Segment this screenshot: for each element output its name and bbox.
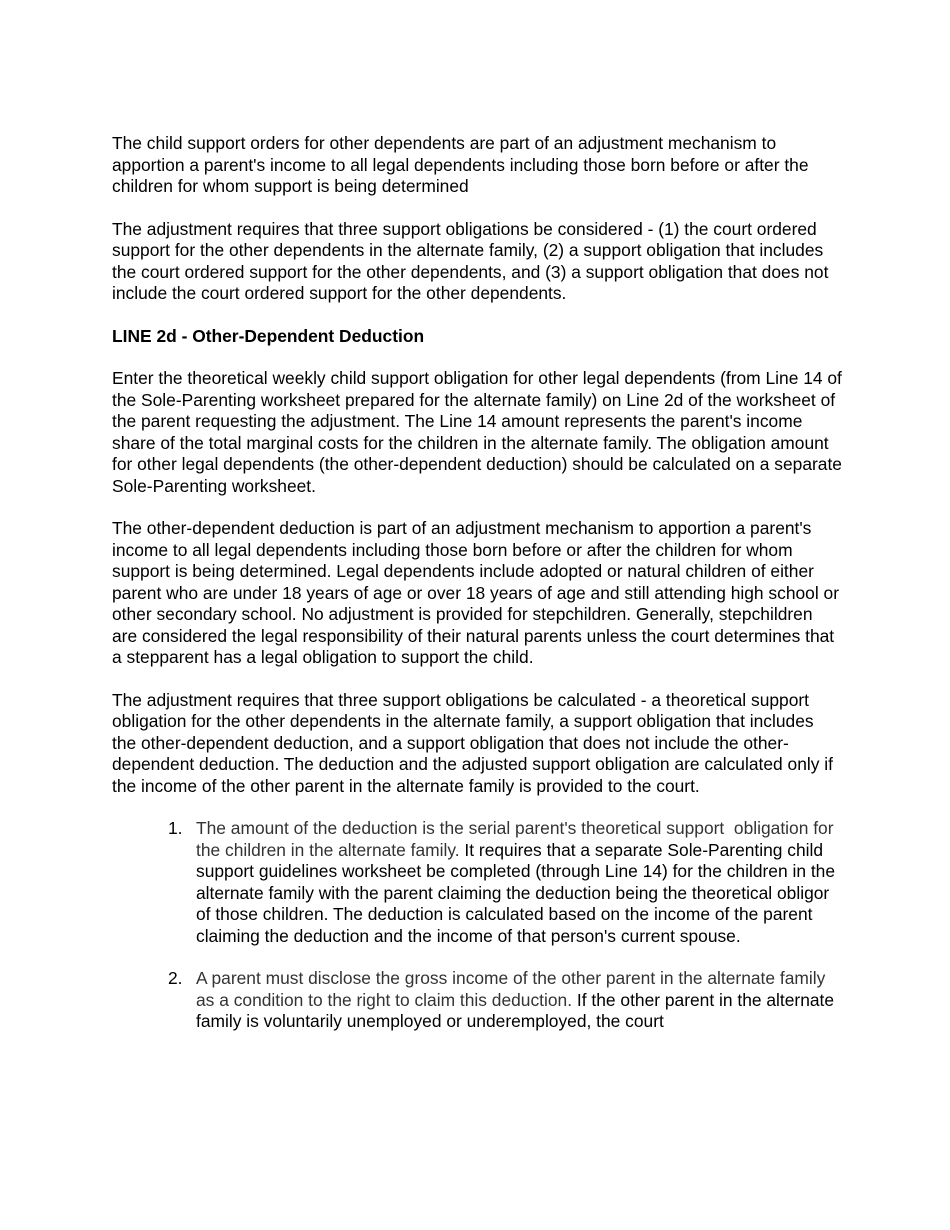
list-item-number: 2. [168,968,183,988]
intro-paragraph-1: The child support orders for other dependents are part of an adjustment mechanism to apportion a parent's income to all legal dependents including those born before or after the children for whom support is being determined [112,133,809,196]
list-item-lead: The amount of the deduction is the serial parent's theoretical support obligation for the children in the alternate family. [196,818,834,860]
list-item [112,818,842,947]
body-paragraph-3: The adjustment requires that three support obligations be calculated - a theoretical support obligation for the other dependents in the alternate family, a support obligation that includes the other-dependent deduction, and a support obligation that does not include the other-dependent deduction. The deduction and the adjusted support obligation are calculated only if the income of the other parent in the alternate family is provided to the court. [112,689,833,796]
document-page [112,133,842,1054]
intro-paragraph-2: The adjustment requires that three support obligations be considered - (1) the court ordered support for the other dependents in the alternate family, (2) a support obligation that includes the court ordered support for the other dependents, and (3) a support obligation that does not include the court ordered support for the other dependents. [112,218,829,303]
body-paragraph-2: The other-dependent deduction is part of an adjustment mechanism to apportion a parent's income to all legal dependents including those born before or after the children for whom support is being determined. Legal dependents include adopted or natural children of either parent who are under 18 years of age or over 18 years of age and still attending high school or other secondary school. No adjustment is provided for stepchildren. Generally, stepchildren are considered the legal responsibility of their natural parents unless the court determines that a stepparent has a legal obligation to support the child. [112,518,840,667]
list-item [112,968,842,1033]
section-heading: LINE 2d - Other-Dependent Deduction [112,325,425,346]
numbered-list [112,818,842,1033]
list-item-text: It requires that a separate Sole-Parenting child support guidelines worksheet be completed (through Line 14) for the children in the alternate family with the parent claiming the deduction being the theoretical obligor of those children. The deduction is calculated based on the income of the parent claiming the deduction and the income of that person's current spouse. [196,839,836,946]
body-paragraph-1: Enter the theoretical weekly child support obligation for other legal dependents (from Line 14 of the Sole-Parenting worksheet prepared for the alternate family) on Line 2d of the worksheet of the parent requesting the adjustment. The Line 14 amount represents the parent's income share of the total marginal costs for the children in the alternate family. The obligation amount for other legal dependents (the other-dependent deduction) should be calculated on a separate Sole-Parenting worksheet. [112,368,842,496]
list-item-text: If the other parent in the alternate family is voluntarily unemployed or underemployed, the court [196,989,835,1031]
list-item-number: 1. [168,818,183,838]
list-item-lead: A parent must disclose the gross income of the other parent in the alternate family as a condition to the right to claim this deduction. [196,968,826,1010]
